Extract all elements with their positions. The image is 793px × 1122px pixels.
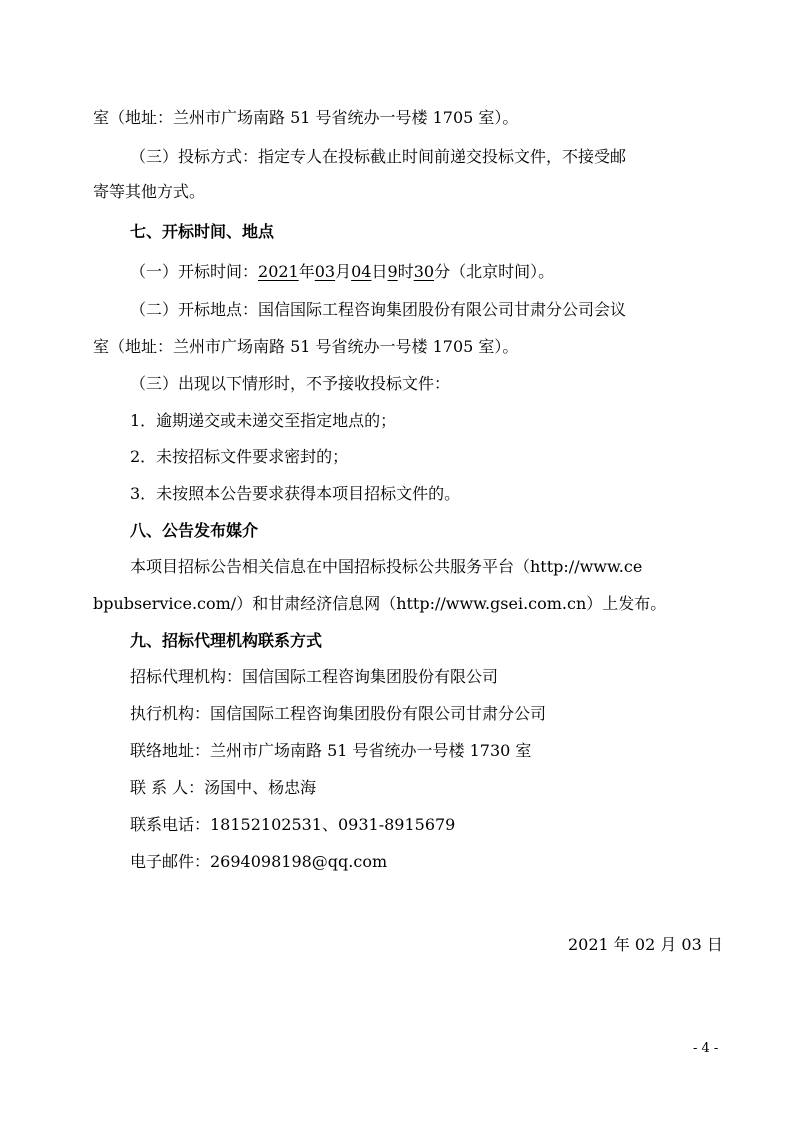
opening-location-line: （二）开标地点：国信国际工程咨询集团股份有限公司甘肃分公司会议 bbox=[130, 300, 627, 319]
opening-hour-unit: 时 bbox=[397, 262, 414, 281]
rejection-item-3: 3．未按照本公告要求获得本项目招标文件的。 bbox=[130, 484, 461, 503]
bid-method-line: （三）投标方式：指定专人在投标截止时间前递交投标文件，不接受邮 bbox=[130, 147, 627, 166]
opening-year: 2021 bbox=[258, 262, 299, 281]
media-line-2: bpubservice.com/）和甘肃经济信息网（http://www.gsei.com.cn）上发布。 bbox=[93, 594, 667, 613]
rejection-intro: （三）出现以下情形时，不予接收投标文件： bbox=[130, 374, 451, 393]
opening-time-line bbox=[130, 261, 554, 283]
rejection-item-1: 1．逾期递交或未递交至指定地点的； bbox=[130, 411, 397, 430]
opening-month: 03 bbox=[314, 262, 336, 281]
opening-year-unit: 年 bbox=[298, 262, 315, 281]
executing-agency-line: 执行机构：国信国际工程咨询集团股份有限公司甘肃分公司 bbox=[130, 704, 547, 723]
page-number: - 4 - bbox=[693, 1041, 719, 1056]
opening-hour: 9 bbox=[387, 262, 398, 281]
opening-time-prefix: （一）开标时间： bbox=[130, 262, 259, 281]
bid-method-line-cont: 寄等其他方式。 bbox=[93, 182, 206, 201]
opening-time-suffix: （北京时间）。 bbox=[450, 262, 555, 281]
opening-minute-unit: 分 bbox=[434, 262, 451, 281]
contact-email-line: 电子邮件：2694098198@qq.com bbox=[130, 852, 388, 871]
address-line-1: 室（地址：兰州市广场南路 51 号省统办一号楼 1705 室）。 bbox=[93, 108, 519, 127]
section-7-heading: 七、开标时间、地点 bbox=[130, 222, 275, 241]
contact-address-line: 联络地址：兰州市广场南路 51 号省统办一号楼 1730 室 bbox=[130, 741, 532, 760]
opening-minute: 30 bbox=[413, 262, 435, 281]
rejection-item-2: 2．未按招标文件要求密封的； bbox=[130, 447, 349, 466]
section-9-heading: 九、招标代理机构联系方式 bbox=[130, 631, 323, 650]
opening-day: 04 bbox=[351, 262, 372, 281]
contact-person-line: 联 系 人：汤国中、杨忠海 bbox=[130, 778, 317, 797]
opening-month-unit: 月 bbox=[335, 262, 352, 281]
opening-day-unit: 日 bbox=[371, 262, 388, 281]
contact-phone-line: 联系电话：18152102531、0931-8915679 bbox=[130, 815, 456, 834]
document-date: 2021 年 02 月 03 日 bbox=[568, 935, 723, 954]
address-line-2: 室（地址：兰州市广场南路 51 号省统办一号楼 1705 室）。 bbox=[93, 337, 519, 356]
section-8-heading: 八、公告发布媒介 bbox=[130, 521, 259, 540]
agency-line: 招标代理机构：国信国际工程咨询集团股份有限公司 bbox=[130, 667, 499, 686]
media-line-1: 本项目招标公告相关信息在中国招标投标公共服务平台（http://www.ce bbox=[130, 557, 643, 576]
